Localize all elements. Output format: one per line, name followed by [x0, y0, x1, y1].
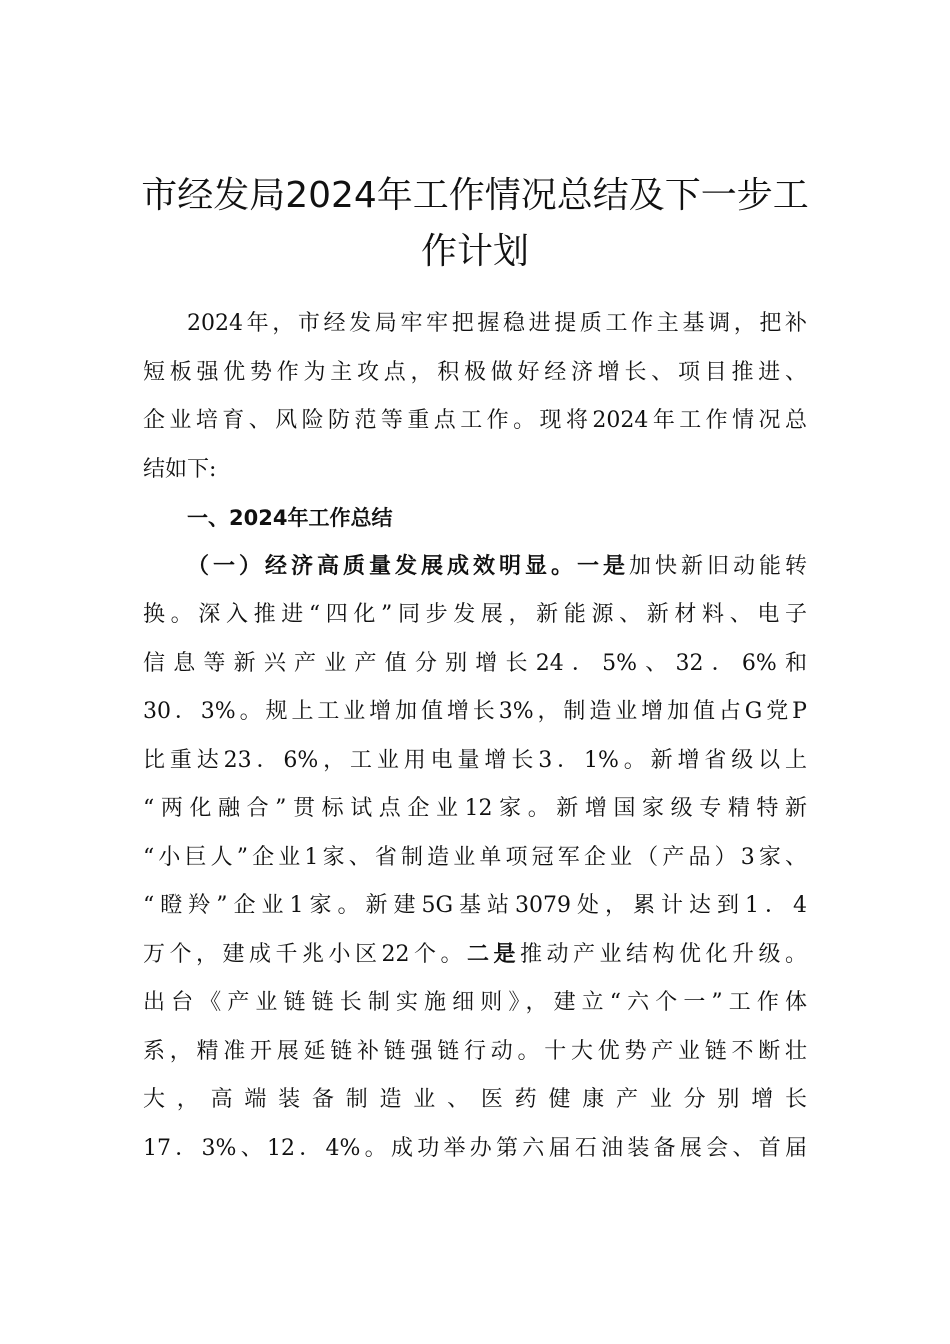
paragraph-line [143, 543, 807, 592]
intro-line: 短板强优势作为主攻点，积极做好经济增长、项目推进、 [143, 359, 807, 385]
document-body [143, 300, 807, 1173]
paragraph-line: “两化融合”贯标试点企业12家。新增国家级专精特新 [143, 796, 807, 821]
paragraph-line: 信息等新兴产业产值分别增长24．5%、32．6%和 [143, 650, 807, 676]
intro-line: 2024年，市经发局牢牢把握稳进提质工作主基调，把补 [187, 311, 807, 336]
intro-line: 结如下: [143, 456, 217, 482]
paragraph-line: “小巨人”企业1家、省制造业单项冠军企业（产品）3家、 [143, 844, 807, 870]
subsection-heading: （一）经济高质量发展成效明显。 [187, 553, 577, 579]
document-title [140, 168, 810, 280]
paragraph-line [143, 931, 807, 980]
title-line-1: 市经发局2024年工作情况总结及下一步工 [141, 175, 809, 216]
section-heading: 一、2024年工作总结 [187, 506, 393, 530]
title-line-2: 作计划 [420, 231, 529, 272]
point-text: 加快新旧动能转 [628, 553, 807, 579]
paragraph-line: 比重达23．6%，工业用电量增长3．1%。新增省级以上 [143, 747, 807, 773]
paragraph-line: “瞪羚”企业1家。新建5G基站3079处，累计达到1．4 [143, 893, 807, 918]
point-text: 推动产业结构优化升级。 [519, 941, 807, 967]
paragraph-line: 系，精准开展延链补链强链行动。十大优势产业链不断壮 [143, 1038, 807, 1064]
paragraph-line: 换。深入推进“四化”同步发展，新能源、新材料、电子 [143, 602, 807, 627]
paragraph-line: 大，高端装备制造业、医药健康产业分别增长 [143, 1087, 807, 1112]
paragraph-line: 17．3%、12．4%。成功举办第六届石油装备展会、首届 [143, 1135, 807, 1161]
paragraph-line: 出台《产业链链长制实施细则》，建立“六个一”工作体 [143, 990, 807, 1015]
paragraph-line: 30．3%。规上工业增加值增长3%，制造业增加值占G党P [143, 699, 807, 724]
line-text: 万个，建成千兆小区22个。 [143, 941, 467, 967]
point-marker: 一是 [576, 553, 629, 579]
point-marker: 二是 [466, 941, 520, 967]
intro-line: 企业培育、风险防范等重点工作。现将2024年工作情况总 [143, 408, 807, 433]
